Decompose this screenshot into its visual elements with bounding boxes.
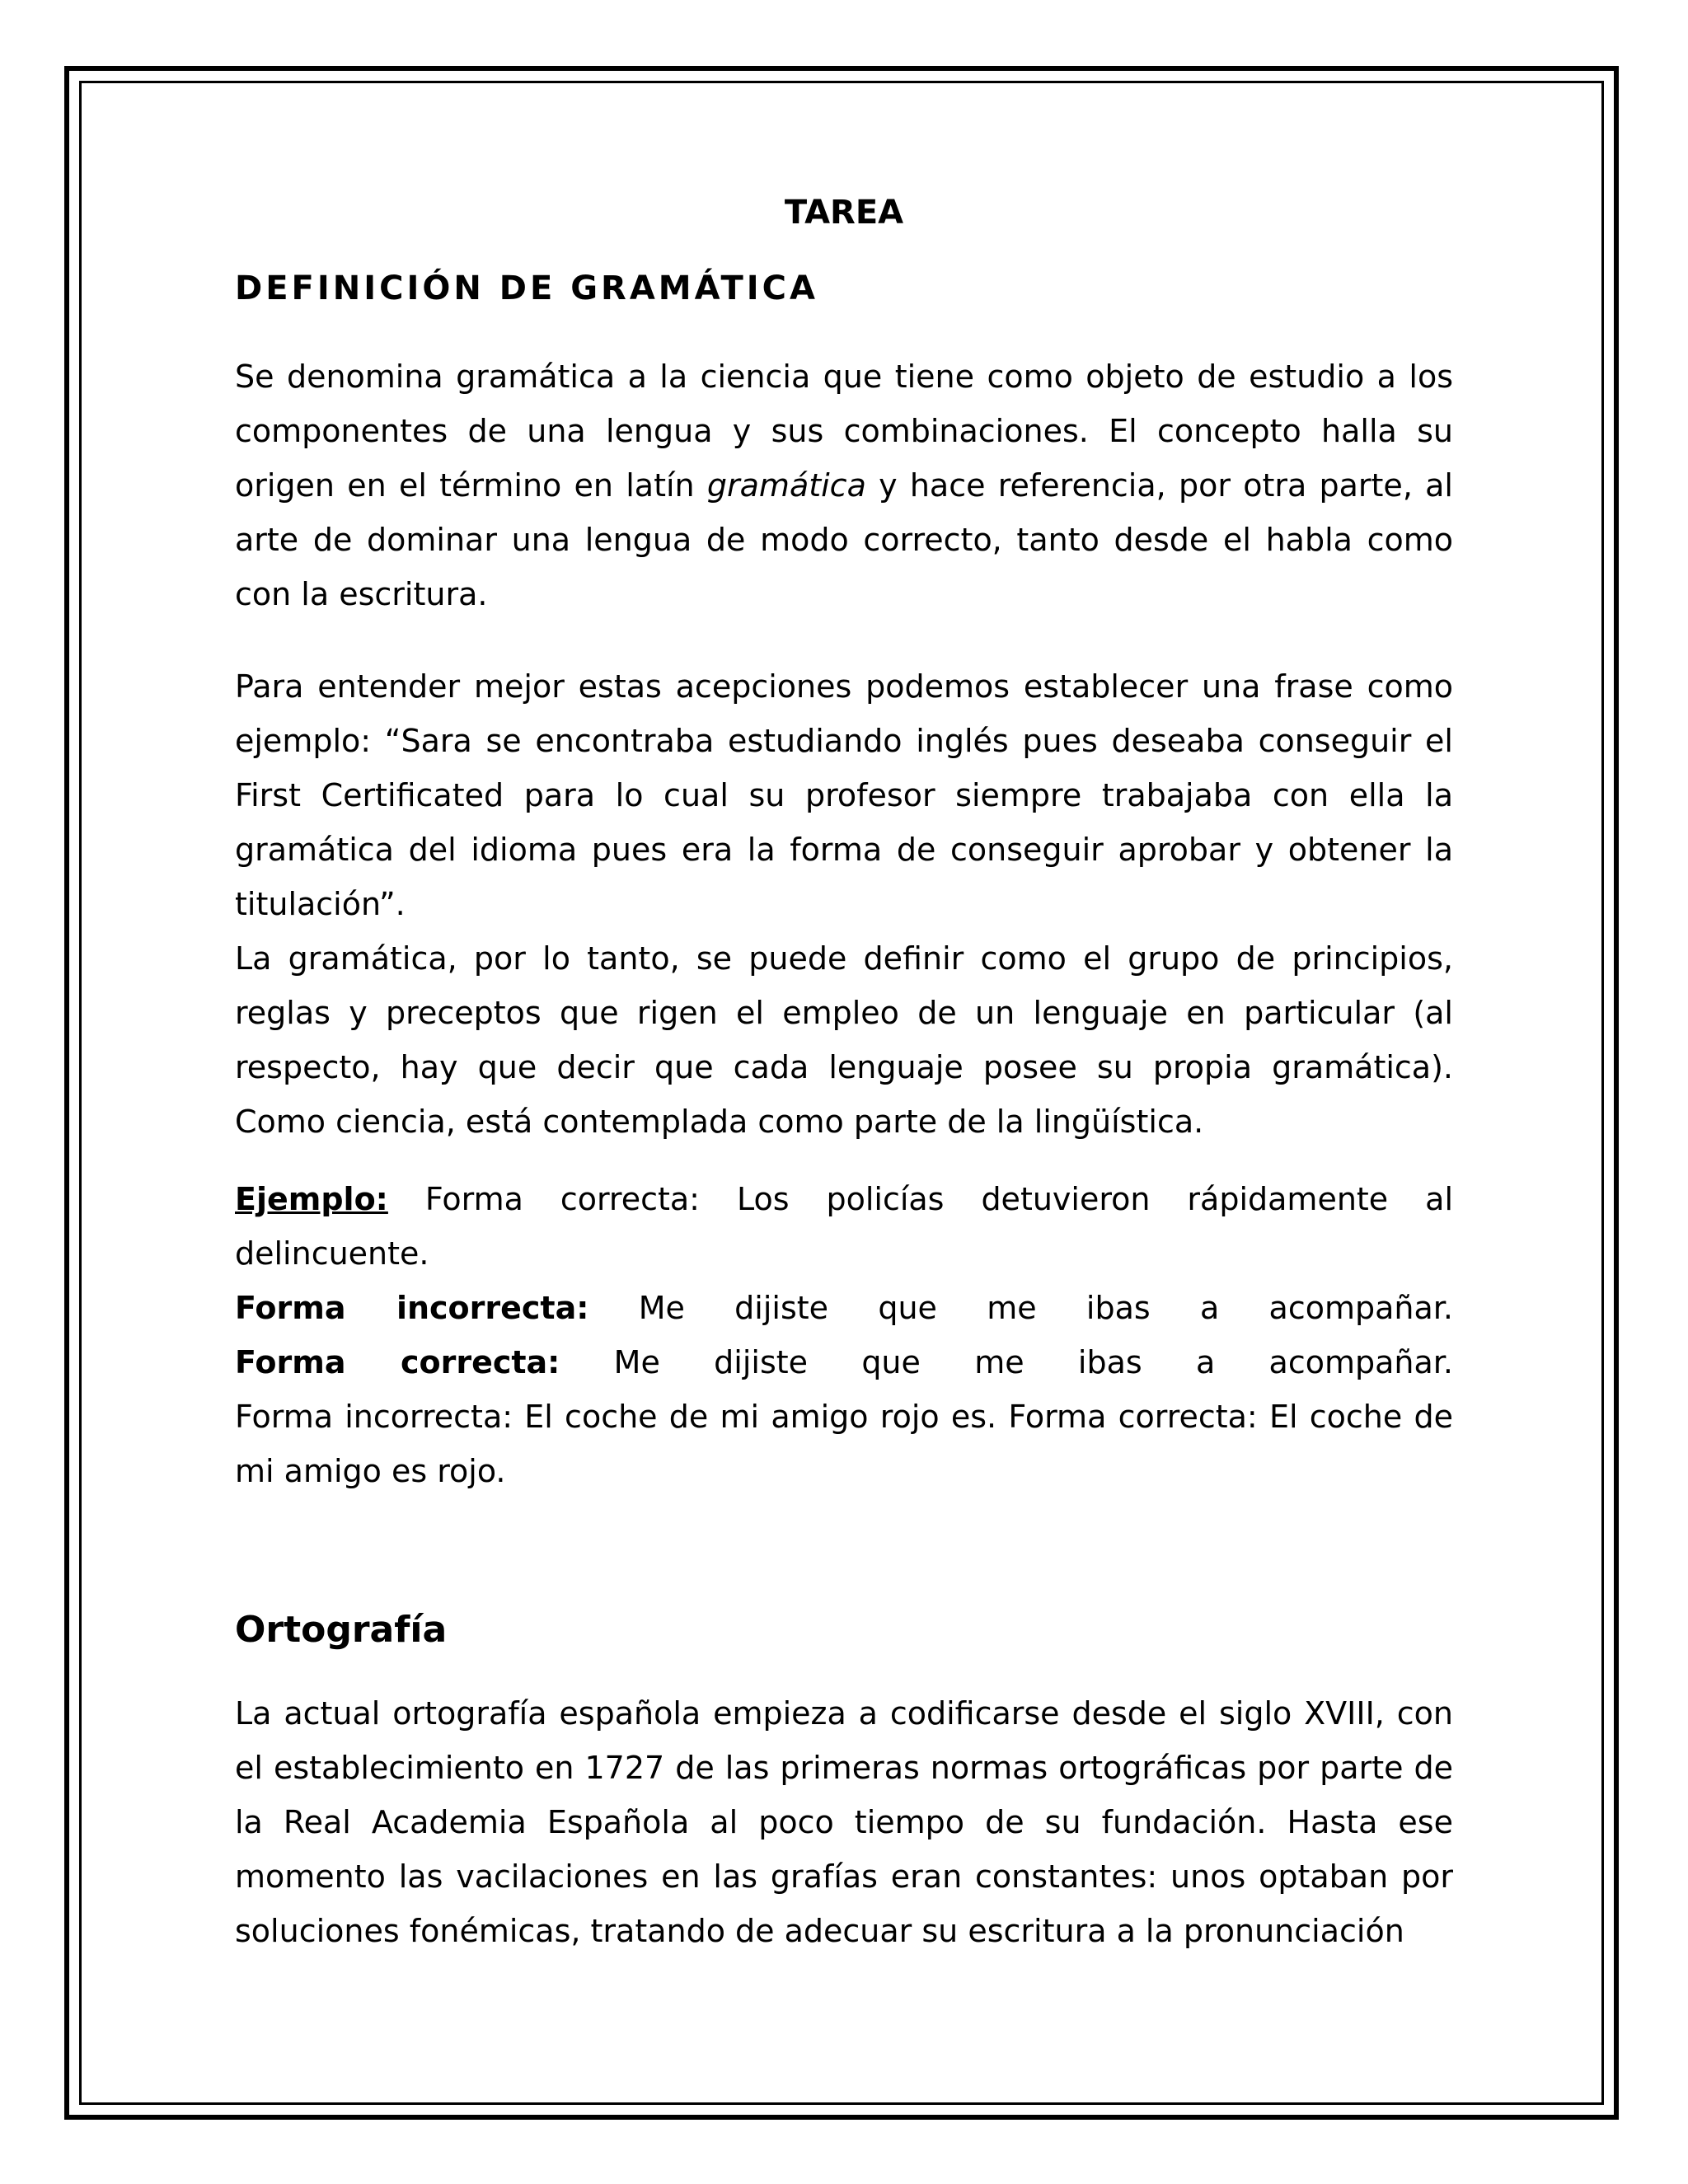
example-row-2 <box>235 1281 1453 1335</box>
example-row-3 <box>235 1335 1453 1390</box>
paragraph-example-sentence: Para entender mejor estas acepciones podemos establecer una frase como ejemplo: “Sara se encontraba estudiando inglés pues deseaba conseguir el First Certificated para lo cual su profesor siempre trabajaba con ella la gramática del idioma pues era la forma de conseguir aprobar y obtener la titulación”. <box>235 668 1453 922</box>
paragraph-definition-italic: gramática <box>706 467 866 504</box>
paragraph-ortografia: La actual ortografía española empieza a codificarse desde el siglo XVIII, con el establecimiento en 1727 de las primeras normas ortográficas por parte de la Real Academia Española al poco tiempo de su fundación. Hasta ese momento las vacilaciones en las grafías eran constantes: unos optaban por soluciones fonémicas, tratando de adecuar su escritura a la pronunciación <box>235 1695 1453 1949</box>
paragraph-definition <box>235 349 1453 621</box>
heading-definicion: DEFINICIÓN DE GRAMÁTICA <box>235 269 818 307</box>
heading-ortografia: Ortografía <box>235 1609 448 1651</box>
paragraph-principles: La gramática, por lo tanto, se puede definir como el grupo de principios, reglas y preceptos que rigen el empleo de un lenguaje en particular (al respecto, hay que decir que cada lenguaje posee su propia gramática). Como ciencia, está contemplada como parte de la lingüística. <box>235 940 1453 1140</box>
example-line-3: Me dijiste que me ibas a acompañar. <box>560 1344 1453 1380</box>
example-line-4: Forma incorrecta: El coche de mi amigo rojo es. Forma correcta: El coche de mi amigo es rojo. <box>235 1399 1453 1489</box>
paragraph-definition-part1: Se denomina gramática a la ciencia que tiene como objeto de estudio a los componentes de una lengua y sus combinaciones. El concepto halla su origen en el término en latín <box>235 359 1453 504</box>
paragraph-examples <box>235 1172 1453 1498</box>
example-label-correct: Forma correcta: <box>235 1344 560 1380</box>
example-label-incorrect: Forma incorrecta: <box>235 1290 589 1326</box>
paragraph-definition-part2: y hace referencia, por otra parte, al arte de dominar una lengua de modo correcto, tanto desde el habla como con la escritura. <box>235 467 1453 612</box>
document-page <box>235 190 1453 1958</box>
example-label: Ejemplo: <box>235 1181 388 1217</box>
example-line-2: Me dijiste que me ibas a acompañar. <box>588 1290 1453 1326</box>
document-title: TAREA <box>784 194 904 232</box>
example-line-1: Forma correcta: Los policías detuvieron rápidamente al delincuente. <box>235 1181 1453 1272</box>
